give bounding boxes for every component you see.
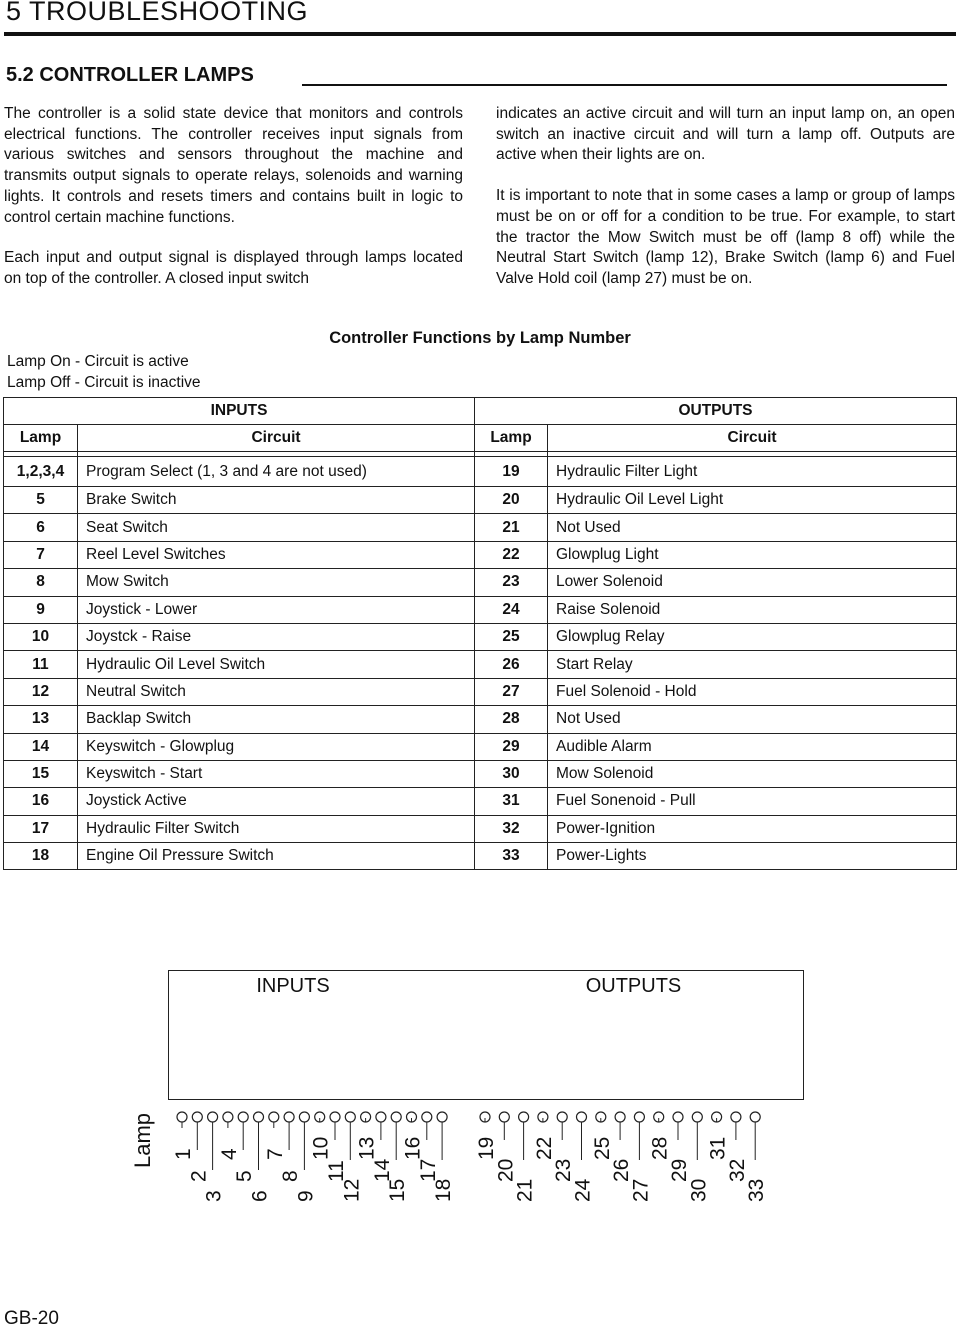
output-circuit-cell: Fuel Sonenoid - Pull (548, 788, 957, 815)
output-lamp-22-number: 22 (532, 1136, 556, 1160)
input-lamp-cell: 17 (4, 815, 78, 842)
input-lamp-cell: 14 (4, 733, 78, 760)
input-circuit-cell: Hydraulic Oil Level Switch (78, 651, 475, 678)
output-lamp-20-number: 20 (494, 1158, 518, 1182)
input-lamp-9-led (299, 1112, 309, 1122)
output-lamp-29-led (673, 1112, 683, 1122)
input-circuit-cell: Brake Switch (78, 487, 475, 514)
input-lamp-9-number: 9 (294, 1190, 318, 1202)
input-lamp-1-led (177, 1112, 187, 1122)
inputs-header: INPUTS (4, 398, 475, 425)
left-paragraph-2: Each input and output signal is displayed through lamps located on top of the controller. A closed input switch (4, 249, 463, 287)
input-circuit-cell: Hydraulic Filter Switch (78, 815, 475, 842)
output-lamp-header: Lamp (475, 425, 548, 452)
input-circuit-cell: Program Select (1, 3 and 4 are not used) (78, 457, 475, 487)
input-lamp-cell: 1,2,3,4 (4, 457, 78, 487)
output-lamp-19-number: 19 (475, 1136, 498, 1160)
output-lamp-cell: 21 (475, 514, 548, 541)
left-paragraph-1: The controller is a solid state device that monitors and controls electrical functions. The controller receives input signals from various switches and sensors throughout the machine and transmits output signals to operate relays, solenoids and warning lights. It controls and resets timers and contains built in logic to control certain machine functions. (4, 105, 463, 226)
output-lamp-20-led (499, 1112, 509, 1122)
input-circuit-cell: Reel Level Switches (78, 541, 475, 568)
input-circuit-cell: Backlap Switch (78, 706, 475, 733)
input-circuit-cell: Engine Oil Pressure Switch (78, 843, 475, 870)
output-lamp-cell: 23 (475, 569, 548, 596)
output-circuit-header: Circuit (548, 425, 957, 452)
output-circuit-cell: Not Used (548, 706, 957, 733)
section-title: 5 TROUBLESHOOTING (6, 0, 309, 26)
output-lamp-31-number: 31 (706, 1136, 730, 1160)
output-lamp-33-number: 33 (745, 1178, 769, 1202)
output-lamp-cell: 32 (475, 815, 548, 842)
input-lamp-8-led (284, 1112, 294, 1122)
input-lamp-12-number: 12 (340, 1178, 364, 1202)
output-lamp-cell: 27 (475, 678, 548, 705)
input-circuit-cell: Joystick Active (78, 788, 475, 815)
output-circuit-cell: Power-Lights (548, 843, 957, 870)
subsection-title: 5.2 CONTROLLER LAMPS (6, 64, 254, 86)
input-lamp-5-number: 5 (233, 1170, 257, 1182)
output-lamp-23-number: 23 (552, 1158, 576, 1182)
output-lamp-27-number: 27 (629, 1178, 653, 1202)
input-circuit-cell: Joystck - Raise (78, 623, 475, 650)
input-lamp-18-number: 18 (432, 1178, 456, 1202)
output-lamp-cell: 19 (475, 457, 548, 487)
output-lamp-cell: 25 (475, 623, 548, 650)
input-lamp-cell: 15 (4, 760, 78, 787)
input-lamp-4-led (223, 1112, 233, 1122)
input-lamp-6-number: 6 (248, 1190, 272, 1202)
output-circuit-cell: Hydraulic Oil Level Light (548, 487, 957, 514)
input-lamp-cell: 10 (4, 623, 78, 650)
input-circuit-header: Circuit (78, 425, 475, 452)
output-lamp-cell: 28 (475, 706, 548, 733)
input-lamp-5-led (238, 1112, 248, 1122)
output-lamp-29-number: 29 (668, 1158, 691, 1182)
input-lamp-14-number: 14 (370, 1158, 394, 1182)
input-circuit-cell: Seat Switch (78, 514, 475, 541)
input-circuit-cell: Keyswitch - Start (78, 760, 475, 787)
legend-on: Lamp On - Circuit is active (7, 353, 189, 370)
input-lamp-cell: 8 (4, 569, 78, 596)
input-lamp-17-number: 17 (416, 1158, 440, 1182)
output-lamp-cell: 20 (475, 487, 548, 514)
output-lamp-30-number: 30 (687, 1178, 711, 1202)
input-circuit-cell: Keyswitch - Glowplug (78, 733, 475, 760)
output-lamp-28-number: 28 (648, 1136, 672, 1160)
input-lamp-4-number: 4 (217, 1148, 241, 1160)
output-circuit-cell: Fuel Solenoid - Hold (548, 678, 957, 705)
table-title: Controller Functions by Lamp Number (329, 329, 631, 347)
input-lamp-15-number: 15 (386, 1178, 410, 1202)
output-lamp-24-number: 24 (571, 1178, 595, 1202)
input-lamp-16-number: 16 (401, 1136, 425, 1160)
input-lamp-11-number: 11 (325, 1160, 348, 1182)
input-lamp-cell: 6 (4, 514, 78, 541)
legend-off: Lamp Off - Circuit is inactive (7, 374, 201, 391)
right-paragraph-2: It is important to note that in some cases a lamp or group of lamps must be on or off for a condition to be true. For example, to start the tractor the Mow Switch must be off (lamp 8 off) while the Neutral Start Switch (lamp 12), Brake Switch (lamp 6) and Fuel Valve Hold coil (lamp 27) must be on. (496, 187, 955, 287)
output-circuit-cell: Mow Solenoid (548, 760, 957, 787)
output-circuit-cell: Glowplug Light (548, 541, 957, 568)
input-lamp-cell: 18 (4, 843, 78, 870)
output-lamp-cell: 22 (475, 541, 548, 568)
input-lamp-17-led (422, 1112, 432, 1122)
input-lamp-10-number: 10 (309, 1136, 333, 1160)
input-lamp-2-led (192, 1112, 202, 1122)
input-lamp-15-led (391, 1112, 401, 1122)
output-circuit-cell: Hydraulic Filter Light (548, 457, 957, 487)
output-lamp-33-led (750, 1112, 760, 1122)
output-lamp-32-led (731, 1112, 741, 1122)
output-lamp-cell: 30 (475, 760, 548, 787)
output-lamp-cell: 24 (475, 596, 548, 623)
output-lamp-26-number: 26 (610, 1158, 634, 1182)
output-circuit-cell: Audible Alarm (548, 733, 957, 760)
output-lamp-cell: 33 (475, 843, 548, 870)
right-paragraph-1: indicates an active circuit and will turn an input lamp on, an open switch an inactive circuit and will turn a lamp off. Outputs are active when their lights are on. (496, 105, 955, 164)
output-circuit-cell: Glowplug Relay (548, 623, 957, 650)
input-lamp-cell: 13 (4, 706, 78, 733)
output-circuit-cell: Power-Ignition (548, 815, 957, 842)
input-lamp-cell: 12 (4, 678, 78, 705)
input-lamp-3-number: 3 (202, 1190, 226, 1202)
output-lamp-27-led (634, 1112, 644, 1122)
output-lamp-21-led (519, 1112, 529, 1122)
input-circuit-cell: Mow Switch (78, 569, 475, 596)
input-lamp-header: Lamp (4, 425, 78, 452)
page-number: GB-20 (4, 1308, 59, 1329)
panel-inputs-label: INPUTS (256, 975, 330, 997)
input-circuit-cell: Joystick - Lower (78, 596, 475, 623)
input-lamp-2-number: 2 (187, 1170, 211, 1182)
input-lamp-cell: 7 (4, 541, 78, 568)
output-circuit-cell: Not Used (548, 514, 957, 541)
input-lamp-11-led (330, 1112, 340, 1122)
output-circuit-cell: Start Relay (548, 651, 957, 678)
input-lamp-18-led (437, 1112, 447, 1122)
input-lamp-7-led (269, 1112, 279, 1122)
output-circuit-cell: Lower Solenoid (548, 569, 957, 596)
panel-lamp-label: Lamp (130, 1112, 155, 1168)
output-lamp-21-number: 21 (513, 1178, 537, 1202)
output-lamp-cell: 29 (475, 733, 548, 760)
outputs-header: OUTPUTS (475, 398, 957, 425)
output-lamp-cell: 26 (475, 651, 548, 678)
input-lamp-cell: 11 (4, 651, 78, 678)
output-lamp-25-number: 25 (590, 1136, 614, 1160)
input-lamp-6-led (254, 1112, 264, 1122)
output-lamp-24-led (577, 1112, 587, 1122)
output-lamp-32-number: 32 (725, 1158, 749, 1182)
output-lamp-23-led (557, 1112, 567, 1122)
input-lamp-12-led (345, 1112, 355, 1122)
input-circuit-cell: Neutral Switch (78, 678, 475, 705)
input-lamp-cell: 16 (4, 788, 78, 815)
input-lamp-8-number: 8 (279, 1170, 303, 1182)
output-lamp-30-led (692, 1112, 702, 1122)
input-lamp-7-number: 7 (263, 1148, 287, 1160)
input-lamp-1-number: 1 (172, 1148, 195, 1160)
input-lamp-cell: 5 (4, 487, 78, 514)
output-circuit-cell: Raise Solenoid (548, 596, 957, 623)
output-lamp-26-led (615, 1112, 625, 1122)
panel-outputs-label: OUTPUTS (585, 975, 682, 997)
input-lamp-cell: 9 (4, 596, 78, 623)
input-lamp-14-led (376, 1112, 386, 1122)
input-lamp-3-led (208, 1112, 218, 1122)
output-lamp-cell: 31 (475, 788, 548, 815)
input-lamp-13-number: 13 (355, 1136, 379, 1160)
